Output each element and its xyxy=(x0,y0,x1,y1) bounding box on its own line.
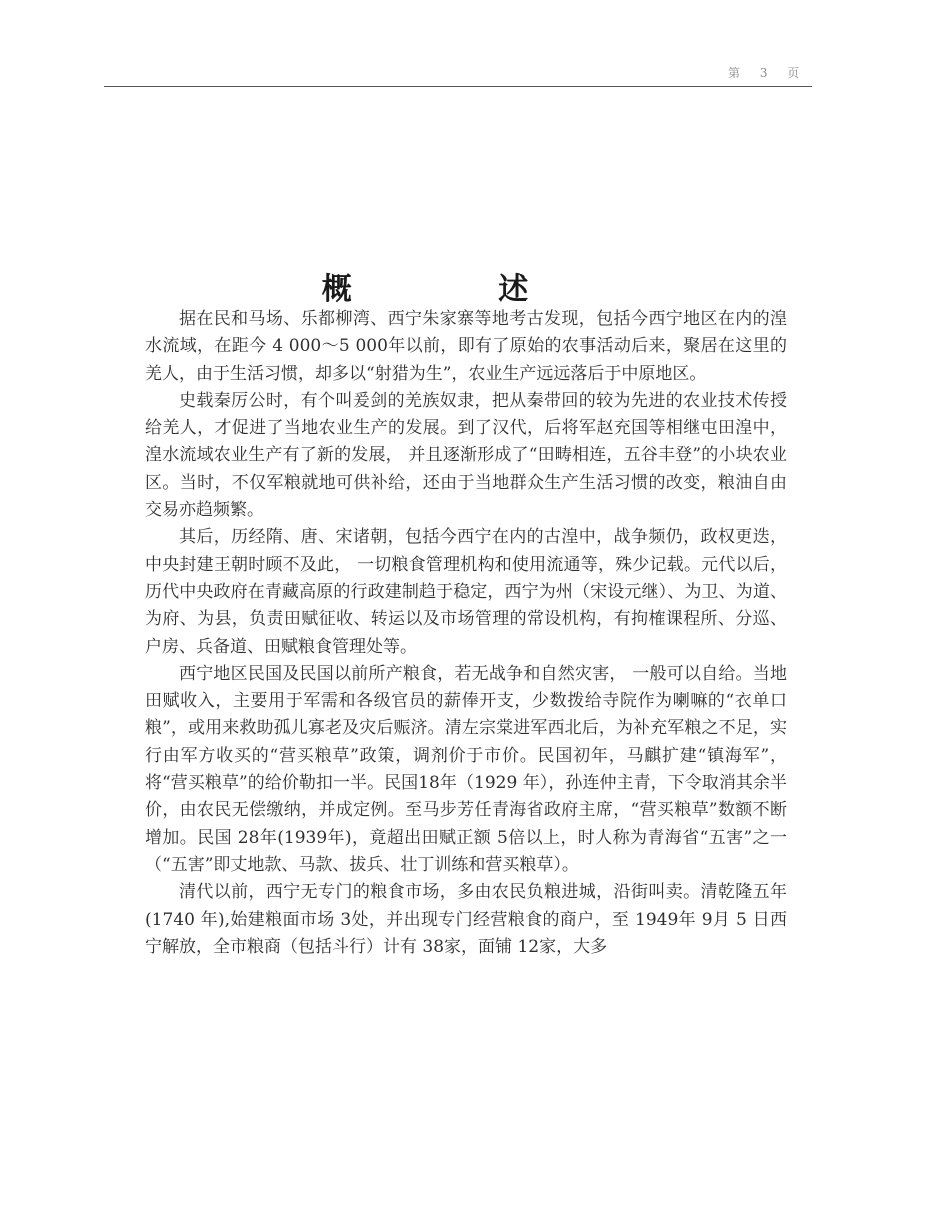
page-number: 第 3 页 xyxy=(728,66,808,80)
paragraph-4: 西宁地区民国及民国以前所产粮食，若无战争和自然灾害， 一般可以自给。当地田赋收入，主要用于军需和各级官员的薪俸开支，少数拨给寺院作为喇嘛的“衣单口粮”，或用来救助孤儿寡老及灾后赈济。清左宗棠进军西北后，为补充军粮之不足，实行由军方收买的“营买粮草”政策，调剂价于市价。民国初年，马麒扩建“镇海军”，将“营买粮草”的给价勒扣一半。民国18年（1929 年），孙连仲主青，下令取消其余半价，由农民无偿缴纳，并成定例。至马步芳任青海省政府主席，“营买粮草”数额不断增加。民国 28年(1939年)，竟超出田赋正额 5倍以上，时人称为青海省“五害”之一（“五害”即丈地款、马款、拔兵、壮丁训练和营买粮草）。 xyxy=(145,663,787,875)
header-divider xyxy=(104,86,812,87)
section-title: 概 述 xyxy=(321,272,597,308)
paragraph-3: 其后，历经隋、唐、宋诸朝，包括今西宁在内的古湟中，战争频仍，政权更迭，中央封建王朝时顾不及此， 一切粮食管理机构和使用流通等，殊少记载。元代以后，历代中央政府在青藏高原的行政建制趋于稳定，西宁为州（宋设元继）、为卫、为道、为府、为县，负责田赋征收、转运以及市场管理的常设机构，有拘榷课程所、分巡、户房、兵备道、田赋粮食管理处等。 xyxy=(145,527,787,657)
paragraph-5: 清代以前，西宁无专门的粮食市场，多由农民负粮进城，沿街叫卖。清乾隆五年(1740 年),始建粮面市场 3处，并出现专门经营粮食的商户，至 1949年 9月 5 日西宁解放，全市粮商（包括斗行）计有 38家，面铺 12家，大多 xyxy=(145,882,787,957)
paragraph-2: 史载秦厉公时，有个叫爰剑的羌族奴隶，把从秦带回的较为先进的农业技术传授给羌人，才促进了当地农业生产的发展。到了汉代，后将军赵充国等相继屯田湟中，湟水流域农业生产有了新的发展， 并且逐渐形成了“田畴相连，五谷丰登”的小块农业区。当时，不仅军粮就地可供补给，还由于当地群众生产生活习惯的改变，粮油自由交易亦趋频繁。 xyxy=(145,390,787,521)
paragraph-1: 据在民和马场、乐都柳湾、西宁朱家寨等地考古发现，包括今西宁地区在内的湟水流域，在距今 4 000～5 000年以前，即有了原始的农事活动后来，聚居在这里的羌人，由于生活习惯，却多以“射猎为生”，农业生产远远落后于中原地区。 xyxy=(145,309,787,384)
body-text xyxy=(145,306,787,961)
